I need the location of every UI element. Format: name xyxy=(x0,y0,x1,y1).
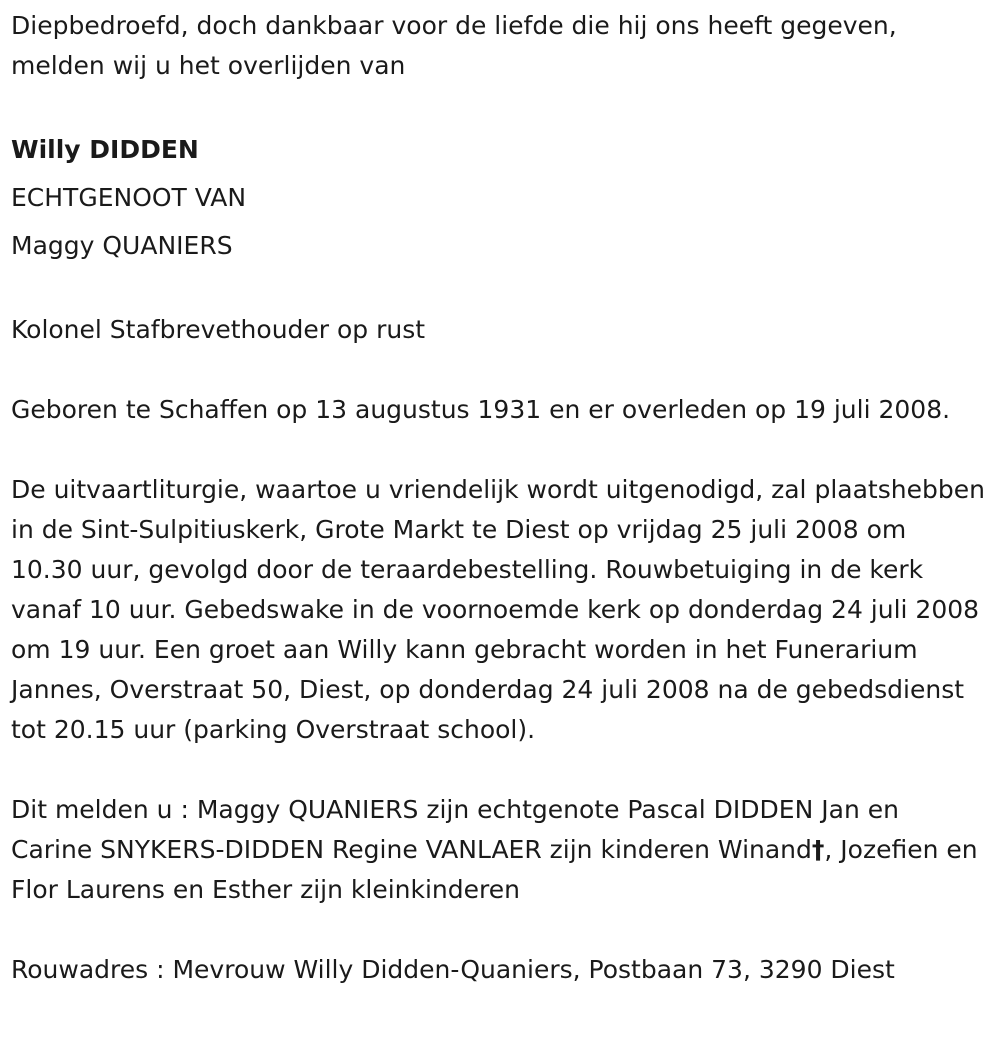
family-text xyxy=(11,790,985,910)
spacer xyxy=(11,430,985,470)
family-text-part2: , Jozefien en Flor Laurens en Esther zijn kleinkinderen xyxy=(11,835,978,904)
spacer xyxy=(11,86,985,126)
birth-death-text: Geboren te Schaffen op 13 augustus 1931 en er overleden op 19 juli 2008. xyxy=(11,395,951,424)
relation-label: ECHTGENOOT VAN xyxy=(11,183,247,212)
intro-text: Diepbedroefd, doch dankbaar voor de liefde die hij ons heeft gegeven, melden wij u het overlijden van xyxy=(11,11,897,80)
family-text-part1: Dit melden u : Maggy QUANIERS zijn echtgenote Pascal DIDDEN Jan en Carine SNYKERS-DIDDEN Regine VANLAER zijn kinderen Winand xyxy=(11,795,899,864)
deceased-name: Willy DIDDEN xyxy=(11,135,199,164)
spouse-name: Maggy QUANIERS xyxy=(11,231,233,260)
spacer xyxy=(11,750,985,790)
spacer xyxy=(11,350,985,390)
spacer xyxy=(11,270,985,310)
spacer xyxy=(11,910,985,950)
deceased-block xyxy=(11,126,985,270)
address-text: Rouwadres : Mevrouw Willy Didden-Quaniers, Postbaan 73, 3290 Diest xyxy=(11,955,895,984)
ceremony-text: De uitvaartliturgie, waartoe u vriendelijk wordt uitgenodigd, zal plaatshebben in de Sint-Sulpitiuskerk, Grote Markt te Diest op vrijdag 25 juli 2008 om 10.30 uur, gevolgd door de teraardebestelling. Rouwbetuiging in de kerk vanaf 10 uur. Gebedswake in de voornoemde kerk op donderdag 24 juli 2008 om 19 uur. Een groet aan Willy kann gebracht worden in het Funerarium Jannes, Overstraat 50, Diest, op donderdag 24 juli 2008 na de gebedsdienst tot 20.15 uur (parking Overstraat school). xyxy=(11,475,985,744)
cross-icon: † xyxy=(811,835,825,864)
title-line: Kolonel Stafbrevethouder op rust xyxy=(11,315,426,344)
